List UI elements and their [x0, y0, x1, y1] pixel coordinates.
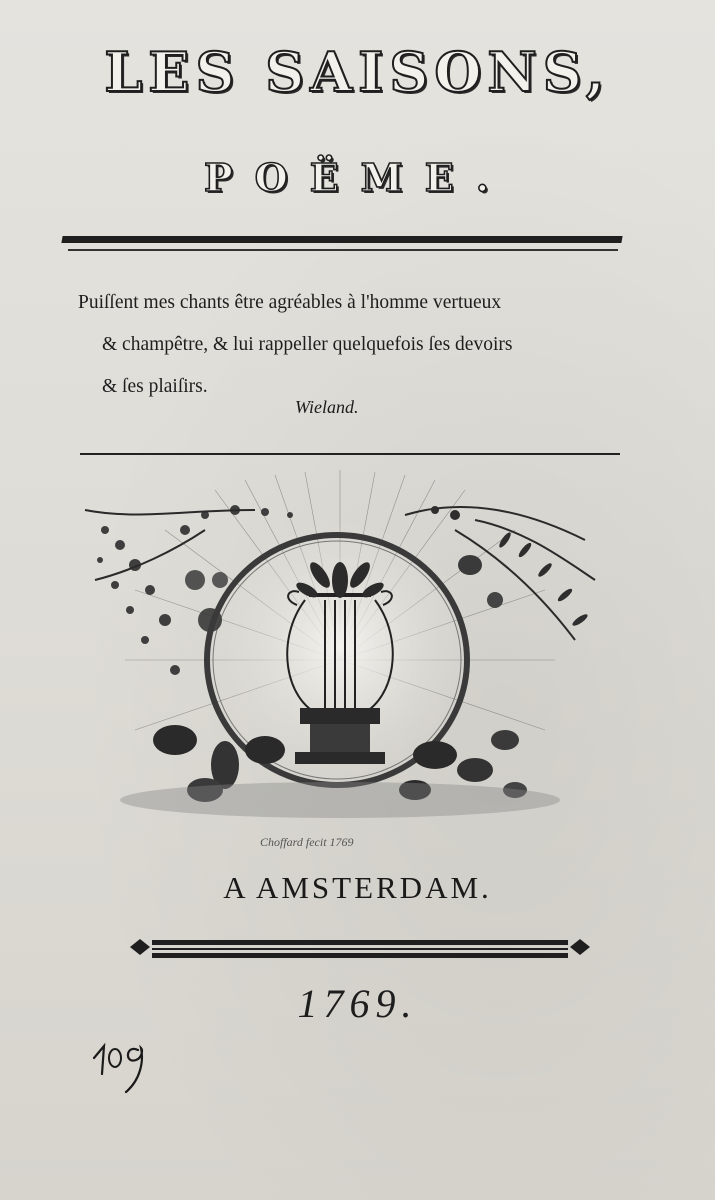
page-title: LES SAISONS,: [104, 40, 611, 104]
handwritten-number-109: [88, 1030, 158, 1100]
epigraph-line-3: & ſes plaiſirs.: [102, 376, 208, 397]
imprint: A AMSTERDAM.: [223, 870, 492, 905]
lyre-vignette-icon: [75, 470, 605, 850]
ornamental-rule-thin: [68, 249, 618, 251]
epigraph: [78, 282, 638, 408]
epigraph-line-1: Puiſſent mes chants être agréables à l'homme vertueux: [78, 292, 502, 313]
engraver-signature: Choffard fecit 1769: [260, 835, 354, 849]
epigraph-line-2: & champêtre, & lui rappeller quelquefois ſes devoirs: [102, 334, 513, 355]
publication-year: 1769.: [297, 981, 418, 1026]
epigraph-author: Wieland.: [295, 397, 359, 417]
page-subtitle: POËME.: [204, 155, 511, 200]
ornamental-double-rule: [130, 935, 590, 965]
ornamental-rule-thick: [61, 236, 622, 243]
divider-rule: [80, 453, 620, 455]
